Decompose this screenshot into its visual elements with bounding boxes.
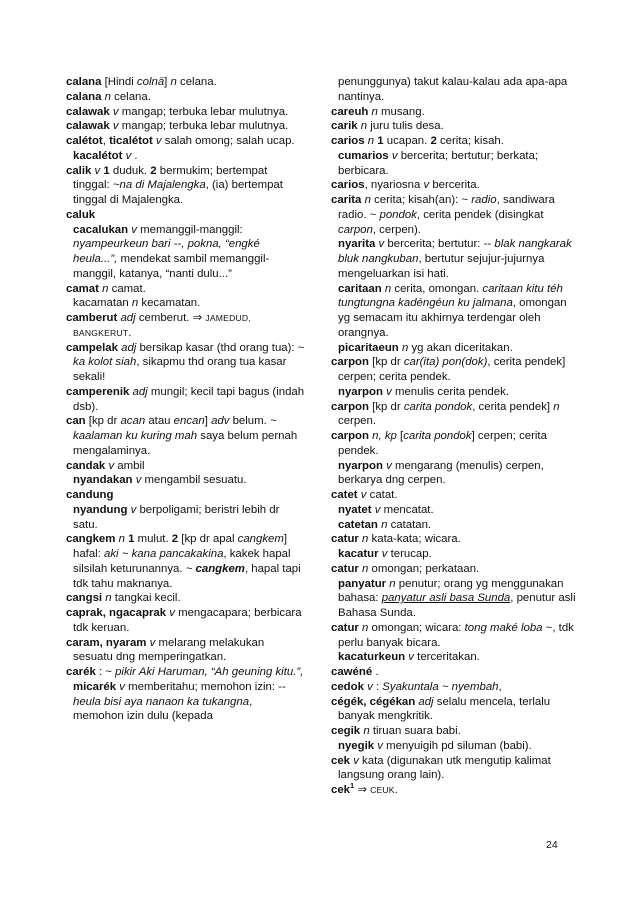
dictionary-entry: carpon n, kp [carita pondok] cerpen; cerita pendek. (331, 430, 547, 457)
dictionary-entry: candak v ambil (66, 459, 145, 472)
dictionary-entry: cégék, cégékan adj selalu mencela, terlalu banyak mengkritik. (331, 695, 551, 723)
dictionary-entry: nyandakan v mengambil sesuatu. (73, 474, 247, 487)
dictionary-entry: carék : ~ pikir Aki Haruman, “Ah geuning kitu.”, (66, 666, 304, 678)
dictionary-entry: carios, nyariosna v bercerita. (331, 179, 480, 192)
dictionary-entry: camat n camat. (66, 282, 146, 295)
dictionary-entry: panyatur n penutur; orang yg menggunakan bahasa: panyatur asli basa Sunda, penutur asli Bahasa Sunda. (338, 577, 576, 619)
dictionary-entry: kacalétot v . (73, 149, 138, 162)
dictionary-entry: camperenik adj mungil; kecil tapi bagus (indah dsb). (66, 385, 305, 413)
dictionary-entry: cegik n tiruan suara babi. (331, 725, 461, 737)
dictionary-entry: catur n omongan; perkataan. (331, 562, 480, 575)
dictionary-entry: picaritaeun n yg akan diceritakan. (338, 341, 513, 354)
dictionary-entry: catur n omongan; wicara: tong maké loba ~, tdk perlu banyak bicara. (331, 621, 574, 649)
dictionary-entry: carita n cerita; kisah(an): ~ radio, sandiwara radio. ~ pondok, cerita pendek (disingkat carpon, cerpen). (331, 194, 555, 236)
dictionary-entry: micarék v memberitahu; memohon izin: -- heula bisi aya nanaon ka tukangna, memohon izin dulu (kepada (73, 680, 286, 723)
dictionary-entry: nyarpon v menulis cerita pendek. (338, 385, 509, 398)
dictionary-entry: penunggunya) takut kalau-kalau ada apa-apa nantinya. (338, 76, 568, 103)
dictionary-entry: kacaturkeun v terceritakan. (338, 651, 480, 664)
dictionary-entry: calétot, ticalétot v salah omong; salah ucap. (66, 135, 295, 147)
dictionary-entry: caram, nyaram v melarang melakukan sesuatu dng memperingatkan. (66, 636, 265, 664)
dictionary-entry: carpon [kp dr carita pondok, cerita pendek] n cerpen. (331, 400, 560, 428)
dictionary-entry: cumarios v bercerita; bertutur; berkata; berbicara. (338, 149, 539, 177)
right-column (331, 75, 579, 798)
dictionary-entry: caritaan n cerita, omongan. caritaan kitu téh tungtungna kadéngéun ku jalmana, omongan yg semacam itu akhirnya terdengar oleh orangnya. (338, 282, 567, 339)
dictionary-entry: carik n juru tulis desa. (331, 120, 444, 133)
dictionary-entry: carpon [kp dr car(ita) pon(dok), cerita pendek] cerpen; cerita pendek. (331, 356, 566, 383)
left-column (66, 75, 306, 724)
dictionary-entry: calana n celana. (66, 90, 151, 103)
dictionary-entry: can [kp dr acan atau encan] adv belum. ~ kaalaman ku kuring mah saya belum pernah mengalaminya. (66, 415, 298, 457)
dictionary-entry: nyegik v menyuigih pd siluman (babi). (338, 739, 532, 752)
page-number: 24 (546, 839, 558, 851)
dictionary-entry: calawak v mangap; terbuka lebar mulutnya. (66, 105, 289, 118)
dictionary-entry: camberut adj cemberut. ⇒ JAMEDUD, BANGKERUT. (66, 312, 251, 339)
dictionary-entry: cek v kata (digunakan utk mengutip kalimat langsung orang lain). (331, 754, 551, 782)
dictionary-entry: catet v catat. (331, 489, 398, 501)
dictionary-entry: kacatur v terucap. (338, 548, 432, 560)
dictionary-entry: campelak adj bersikap kasar (thd orang tua): ~ ka kolot siah, sikapmu thd orang tua kasar sekali! (66, 341, 305, 383)
dictionary-entry: calawak v mangap; terbuka lebar mulutnya. (66, 120, 289, 133)
dictionary-entry: candung (66, 489, 114, 501)
dictionary-entry: calik v 1 duduk. 2 bermukim; bertempat tinggal: ~na di Majalengka, (ia) bertempat tinggal di Majalengka. (66, 164, 283, 206)
dictionary-entry: catur n kata-kata; wicara. (331, 533, 461, 546)
dictionary-entry: cangkem n 1 mulut. 2 [kp dr apal cangkem] hafal: aki ~ kana pancakakina, kakek hapal silsilah keturunannya. ~ cangkem, hapal tapi tdk tahu maknanya. (66, 533, 301, 590)
dictionary-entry: carios n 1 ucapan. 2 cerita; kisah. (331, 135, 504, 147)
dictionary-entry: catetan n catatan. (338, 518, 432, 531)
dictionary-entry: cedok v : Syakuntala ~ nyembah, (331, 680, 502, 693)
dictionary-entry: caprak, ngacaprak v mengacapara; berbicara tdk keruan. (66, 607, 302, 634)
dictionary-entry: nyandung v berpoligami; beristri lebih dr satu. (73, 503, 280, 531)
dictionary-entry: kacamatan n kecamatan. (73, 297, 201, 310)
dictionary-entry: cangsi n tangkai kecil. (66, 592, 181, 605)
dictionary-entry: nyatet v mencatat. (338, 503, 434, 516)
dictionary-entry: caluk (66, 208, 96, 221)
dictionary-entry: nyarita v bercerita; bertutur: -- blak nangkarak bluk nangkuban, bertutur sejujur-jujurnya mengeluarkan isi hati. (338, 238, 572, 280)
dictionary-entry: calana [Hindi colnā] n celana. (66, 76, 217, 88)
dictionary-entry: cawéné . (331, 666, 379, 678)
dictionary-entry: careuh n musang. (331, 105, 425, 118)
dictionary-entry: cacalukan v memanggil-manggil: nyampeurkeun bari --, pokna, “engké heula...”, mendekat sambil memanggil-manggil, katanya, “nanti dulu...” (73, 223, 270, 280)
dictionary-entry: nyarpon v mengarang (menulis) cerpen, berkarya dng cerpen. (338, 459, 544, 487)
dictionary-entry: cek$^1$ ⇒ CEUK. (331, 781, 398, 796)
